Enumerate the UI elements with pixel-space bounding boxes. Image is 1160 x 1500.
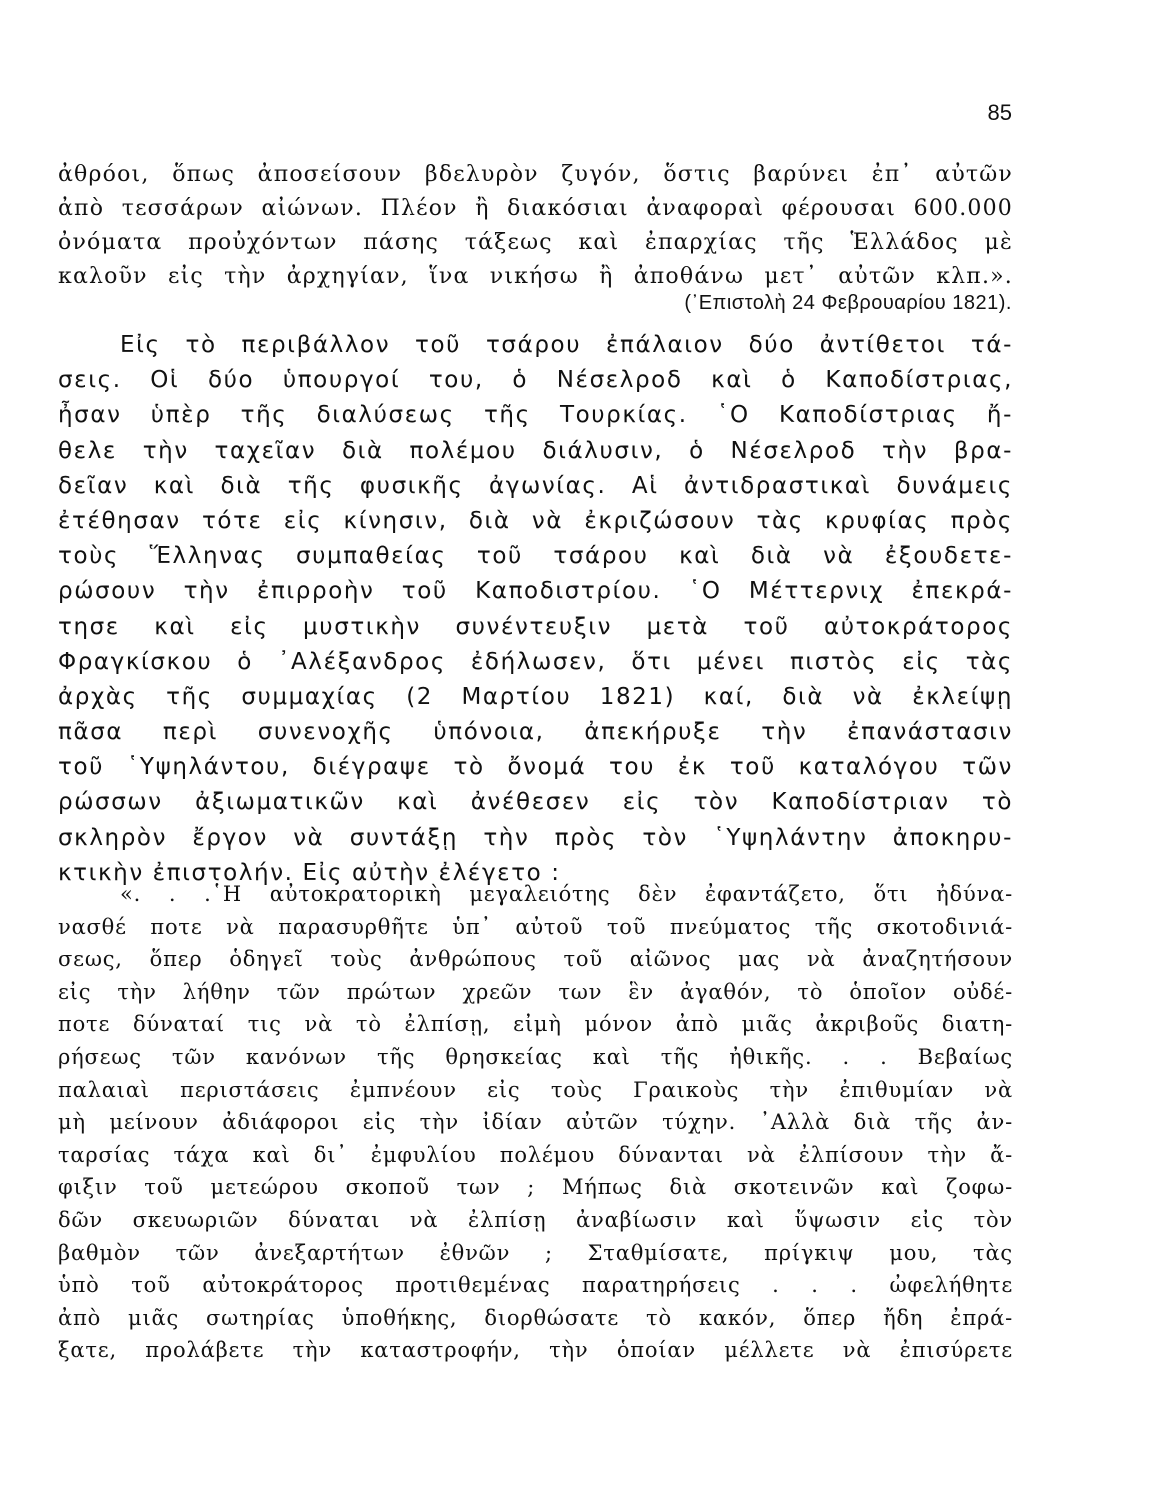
- text-line: ταρσίας τάχα καὶ δι᾿ ἐμφυλίου πολέμου δύνανται νὰ ἐλπίσουν τὴν ἄ-: [58, 1142, 1013, 1167]
- text-line: ὑπὸ τοῦ αὐτοκράτορος προτιθεμένας παρατηρήσεις . . . ὠφελήθητε: [58, 1273, 1013, 1298]
- text-line: πᾶσα περὶ συνενοχῆς ὑπόνοια, ἀπεκήρυξε τὴν ἐπανάστασιν: [58, 719, 1013, 746]
- text-line: βαθμὸν τῶν ἀνεξαρτήτων ἐθνῶν ; Σταθμίσατε, πρίγκιψ μου, τὰς: [58, 1240, 1013, 1265]
- body-paragraph: [58, 328, 1013, 891]
- text-line: ἀρχὰς τῆς συμμαχίας (2 Μαρτίου 1821) καί, διὰ νὰ ἐκλείψῃ: [58, 683, 1013, 710]
- text-line: ξατε, προλάβετε τὴν καταστροφήν, τὴν ὁποίαν μέλλετε νὰ ἐπισύρετε: [58, 1338, 1013, 1363]
- text-line: φιξιν τοῦ μετεώρου σκοποῦ των ; Μήπως διὰ σκοτεινῶν καὶ ζοφω-: [58, 1175, 1013, 1200]
- text-line: δεῖαν καὶ διὰ τῆς φυσικῆς ἀγωνίας. Αἱ ἀντιδραστικαὶ δυνάμεις: [58, 472, 1013, 499]
- text-line: δῶν σκευωριῶν δύναται νὰ ἐλπίσῃ ἀναβίωσιν καὶ ὕψωσιν εἰς τὸν: [58, 1207, 1013, 1232]
- text-line: εἰς τὴν λήθην τῶν πρώτων χρεῶν των ἓν ἀγαθόν, τὸ ὁποῖον οὐδέ-: [58, 979, 1013, 1004]
- text-line: ρήσεως τῶν κανόνων τῆς θρησκείας καὶ τῆς ἠθικῆς. . . Βεβαίως: [58, 1044, 1013, 1069]
- closing-quote: [58, 878, 1013, 1367]
- text-line: ρώσουν τὴν ἐπιρροὴν τοῦ Καποδιστρίου. ῾Ο Μέττερνιχ ἐπεκρά-: [58, 578, 1013, 605]
- letter-source-citation: (᾿Επιστολὴ 24 Φεβρουαρίου 1821).: [684, 292, 1012, 314]
- text-line: ἐτέθησαν τότε εἰς κίνησιν, διὰ νὰ ἐκριζώσουν τὰς κρυφίας πρὸς: [58, 507, 1013, 534]
- text-line: ἀθρόοι, ὅπως ἀποσείσουν βδελυρὸν ζυγόν, ὅστις βαρύνει ἐπ᾿ αὐτῶν: [58, 162, 1013, 187]
- text-line: «. . .῾Η αὐτοκρατορικὴ μεγαλειότης δὲν ἐφαντάζετο, ὅτι ἠδύνα-: [120, 882, 1013, 906]
- page-number: 85: [987, 100, 1012, 125]
- text-line: παλαιαὶ περιστάσεις ἐμπνέουν εἰς τοὺς Γραικοὺς τὴν ἐπιθυμίαν νὰ: [58, 1077, 1013, 1102]
- text-line: ἀπὸ μιᾶς σωτηρίας ὑποθήκης, διορθώσατε τὸ κακόν, ὅπερ ἤδη ἐπρά-: [58, 1305, 1013, 1330]
- text-line: καλοῦν εἰς τὴν ἀρχηγίαν, ἵνα νικήσω ἢ ἀποθάνω μετ᾿ αὐτῶν κλπ.».: [58, 264, 1013, 289]
- text-line: μὴ μείνουν ἀδιάφοροι εἰς τὴν ἰδίαν αὐτῶν τύχην. ᾿Αλλὰ διὰ τῆς ἀν-: [58, 1110, 1013, 1135]
- text-line: τοὺς Ἕλληνας συμπαθείας τοῦ τσάρου καὶ διὰ νὰ ἐξουδετε-: [58, 543, 1013, 570]
- text-line: τοῦ ῾Υψηλάντου, διέγραψε τὸ ὄνομά του ἐκ τοῦ καταλόγου τῶν: [58, 754, 1013, 781]
- text-line: σεως, ὅπερ ὁδηγεῖ τοὺς ἀνθρώπους τοῦ αἰῶνος μας νὰ ἀναζητήσουν: [58, 947, 1013, 972]
- text-line: κτικὴν ἐπιστολήν. Εἰς αὐτὴν ἐλέγετο :: [58, 859, 561, 886]
- text-line: ποτε δύναταί τις νὰ τὸ ἐλπίσῃ, εἰμὴ μόνον ἀπὸ μιᾶς ἀκριβοῦς διατη-: [58, 1012, 1013, 1037]
- opening-quote: [58, 158, 1013, 294]
- text-line: ὀνόματα προὐχόντων πάσης τάξεως καὶ ἐπαρχίας τῆς Ἑλλάδος μὲ: [58, 230, 1013, 255]
- text-line: Εἰς τὸ περιβάλλον τοῦ τσάρου ἐπάλαιον δύο ἀντίθετοι τά-: [120, 332, 1013, 358]
- text-line: ἀπὸ τεσσάρων αἰώνων. Πλέον ἢ διακόσιαι ἀναφοραὶ φέρουσαι 600.000: [58, 196, 1013, 221]
- text-line: σεις. Οἱ δύο ὑπουργοί του, ὁ Νέσελροδ καὶ ὁ Καποδίστριας,: [58, 367, 1013, 394]
- text-line: θελε τὴν ταχεῖαν διὰ πολέμου διάλυσιν, ὁ Νέσελροδ τὴν βρα-: [58, 437, 1013, 464]
- text-line: ἦσαν ὑπὲρ τῆς διαλύσεως τῆς Τουρκίας. ῾Ο Καποδίστριας ἤ-: [58, 402, 1013, 429]
- text-line: Φραγκίσκου ὁ ᾿Αλέξανδρος ἐδήλωσεν, ὅτι μένει πιστὸς εἰς τὰς: [58, 648, 1013, 675]
- text-line: τησε καὶ εἰς μυστικὴν συνέντευξιν μετὰ τοῦ αὐτοκράτορος: [58, 613, 1013, 640]
- text-line: νασθέ ποτε νὰ παρασυρθῆτε ὑπ᾿ αὐτοῦ τοῦ πνεύματος τῆς σκοτοδινιά-: [58, 914, 1013, 939]
- text-line: σκληρὸν ἔργον νὰ συντάξῃ τὴν πρὸς τὸν ῾Υψηλάντην ἀποκηρυ-: [58, 824, 1013, 851]
- text-line: ρώσσων ἀξιωματικῶν καὶ ἀνέθεσεν εἰς τὸν Καποδίστριαν τὸ: [58, 789, 1013, 816]
